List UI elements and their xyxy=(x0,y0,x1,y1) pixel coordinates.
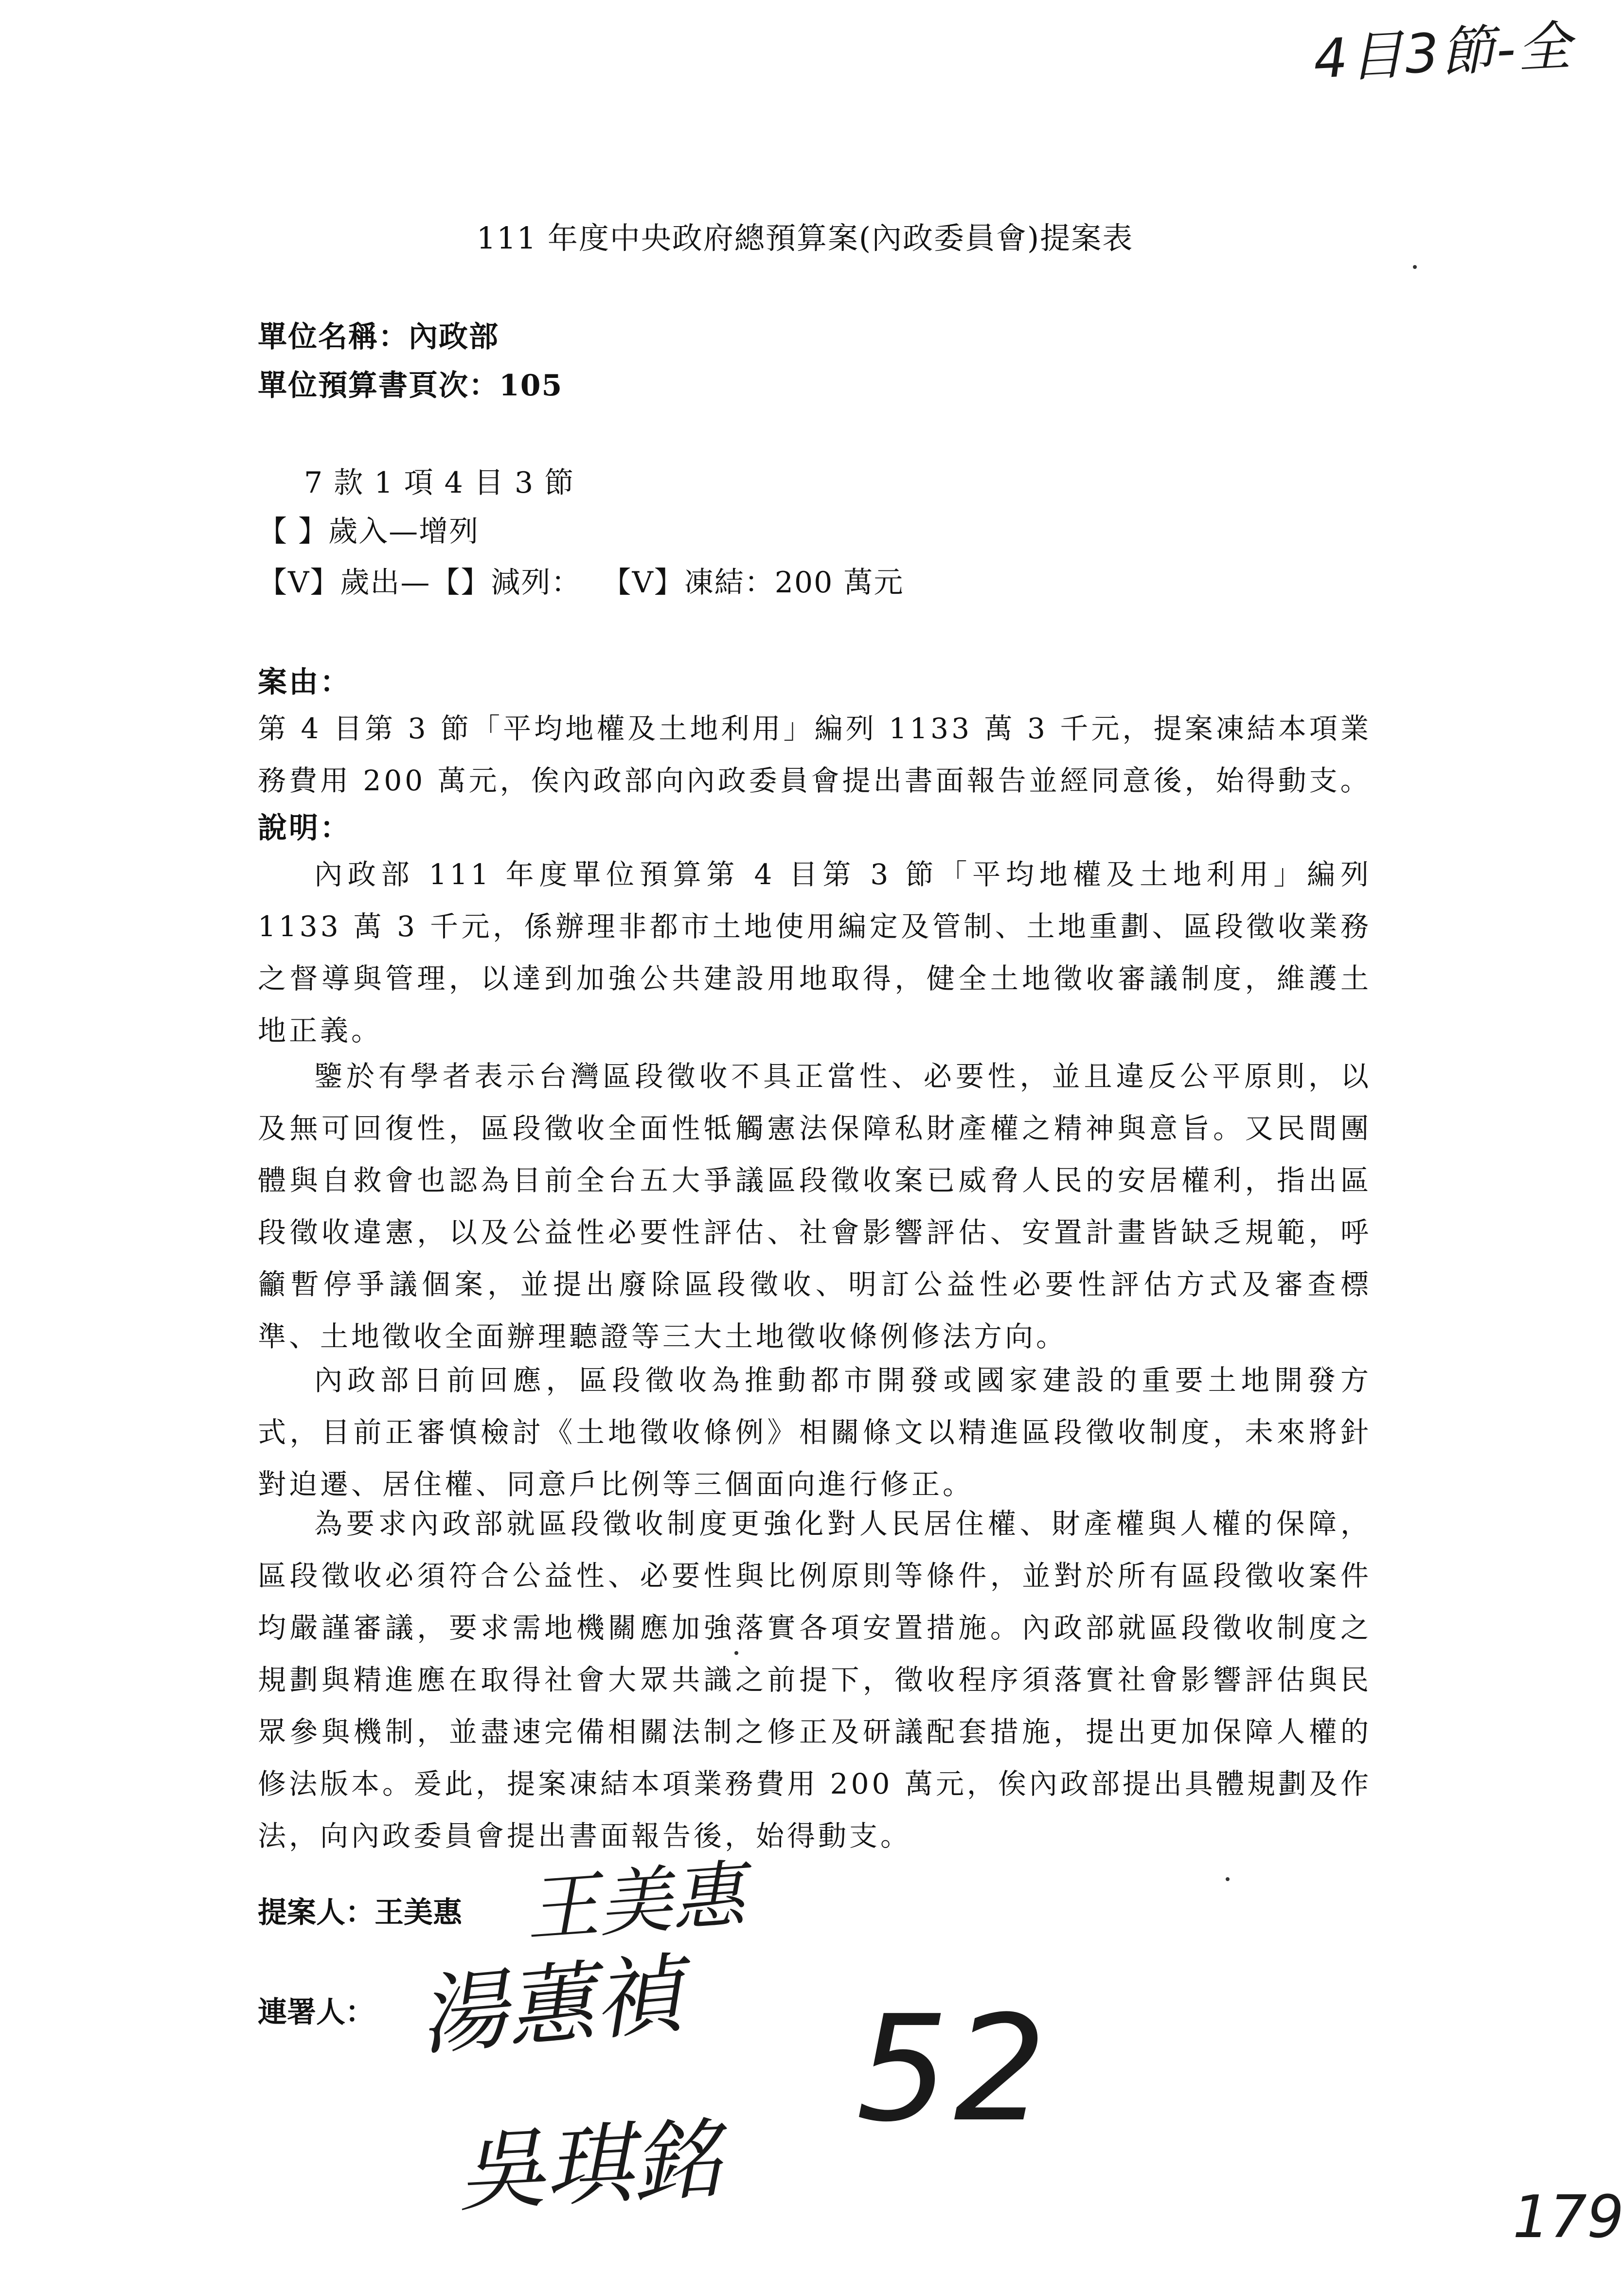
explanation-paragraph: 為要求內政部就區段徵收制度更強化對人民居住權、財產權與人權的保障，區段徵收必須符合公益性、必要性與比例原則等條件，並對於所有區段徵收案件均嚴謹審議，要求需地機關應加強落實各項安置措施。內政部就區段徵收制度之規劃與精進應在取得社會大眾共識之前提下，徵收程序須落實社會影響評估與民眾參與機制，並盡速完備相關法制之修正及研議配套措施，提出更加保障人權的修法版本。爰此，提案凍結本項業務費用 200 萬元，俟內政部提出具體規劃及作法，向內政委員會提出書面報告後，始得動支。 xyxy=(258,1507,1372,1852)
scan-speck xyxy=(734,1651,738,1655)
cosigner-signature: 吳琪銘 xyxy=(455,2108,723,2224)
proposer-label: 提案人：王美惠 xyxy=(258,1896,462,1930)
scan-speck xyxy=(1226,1877,1230,1881)
reason-text: 第 4 目第 3 節「平均地權及土地利用」編列 1133 萬 3 千元，提案凍結本項業務費用 200 萬元，俟內政部向內政委員會提出書面報告並經同意後，始得動支。 xyxy=(258,712,1372,797)
scan-speck xyxy=(1413,265,1417,269)
handwritten-number: 52 xyxy=(856,1984,1052,2154)
explanation-paragraph: 鑒於有學者表示台灣區段徵收不具正當性、必要性，並且違反公平原則，以及無可回復性，區段徵收全面性牴觸憲法保障私財產權之精神與意旨。又民間團體與自救會也認為目前全台五大爭議區段徵收案已威脅人民的安居權利，指出區段徵收違憲，以及公益性必要性評估、社會影響評估、安置計畫皆缺乏規範，呼籲暫停爭議個案，並提出廢除區段徵收、明訂公益性必要性評估方式及審查標準、土地徵收全面辦理聽證等三大土地徵收條例修法方向。 xyxy=(258,1060,1372,1353)
revenue-line: 【 】歲入—增列 xyxy=(258,515,480,549)
explanation-paragraph: 內政部 111 年度單位預算第 4 目第 3 節「平均地權及土地利用」編列 1133 萬 3 千元，係辦理非都市土地使用編定及管制、土地重劃、區段徵收業務之督導與管理，以達到加強公共建設用地取得，健全土地徵收審議制度，維護土地正義。 xyxy=(258,858,1372,1047)
cosigner-label: 連署人： xyxy=(258,1995,375,2029)
unit-name: 單位名稱：內政部 xyxy=(258,320,499,354)
unit-budget-page: 單位預算書頁次：105 xyxy=(258,369,563,403)
expense-freeze-line: 【V】歲出—【】減列： 【V】凍結：200 萬元 xyxy=(258,566,904,600)
explanation-paragraph: 內政部日前回應，區段徵收為推動都市開發或國家建設的重要土地開發方式，目前正審慎檢討《土地徵收條例》相關條文以精進區段徵收制度，未來將針對迫遷、居住權、同意戶比例等三個面向進行修正。 xyxy=(258,1364,1372,1501)
page-number: 179 xyxy=(1513,2184,1624,2251)
explanation-label: 說明： xyxy=(258,811,351,845)
document-title: 111 年度中央政府總預算案(內政委員會)提案表 xyxy=(476,220,1134,256)
reason-label: 案由： xyxy=(258,665,351,699)
proposer-signature: 王美惠 xyxy=(523,1852,748,1953)
cosigner-signature: 湯蕙禎 xyxy=(415,1943,686,2068)
handwritten-corner-note: 4目3節-全 xyxy=(1312,15,1575,90)
budget-code: 7 款 1 項 4 目 3 節 xyxy=(304,466,575,500)
